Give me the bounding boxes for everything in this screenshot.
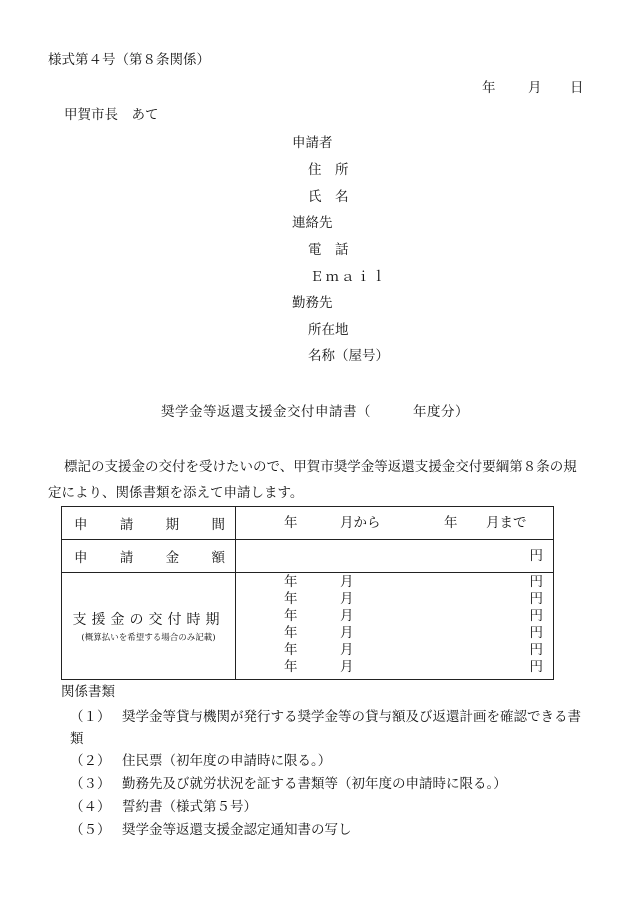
period-value-cell[interactable] xyxy=(236,507,554,540)
contact-label: 連絡先 xyxy=(292,215,333,231)
workplace-name-label: 名称（屋号） xyxy=(308,348,389,364)
related-document-item xyxy=(70,819,590,841)
related-document-item xyxy=(70,750,590,772)
amount-label-char: 申 xyxy=(74,550,88,566)
schedule-unit: 円 xyxy=(529,608,543,624)
period-row xyxy=(62,507,554,540)
addressee: 甲賀市長 あて xyxy=(64,107,159,123)
period-label-char: 間 xyxy=(211,517,225,533)
period-from-year: 年 xyxy=(284,515,298,531)
related-document-text: 奨学金等返還支援金認定通知書の写し xyxy=(122,822,352,838)
schedule-year: 年 xyxy=(284,659,298,675)
related-documents-heading: 関係書類 xyxy=(61,684,115,700)
schedule-row xyxy=(236,659,553,676)
schedule-list xyxy=(236,573,553,679)
applicant-label: 申請者 xyxy=(292,135,333,151)
email-label: Ｅｍａｉｌ xyxy=(310,269,388,285)
schedule-unit: 円 xyxy=(529,642,543,658)
body-text-content: 標記の支援金の交付を受けたいので、甲賀市奨学金等返還支援金交付要綱第８条の規定により、関係書類を添えて申請します。 xyxy=(48,459,577,501)
workplace-address-label: 所在地 xyxy=(308,322,349,338)
timing-note: (概算払いを希望する場合のみ記載) xyxy=(81,633,216,643)
period-label-char: 請 xyxy=(119,517,134,533)
schedule-month: 月 xyxy=(340,625,354,641)
schedule-unit: 円 xyxy=(529,591,543,607)
related-document-text: 住民票（初年度の申請時に限る。） xyxy=(122,753,332,769)
related-document-item xyxy=(70,796,590,818)
document-title: 奨学金等返還支援金交付申請書（ 年度分） xyxy=(161,404,469,420)
schedule-year: 年 xyxy=(284,574,298,590)
schedule-row xyxy=(236,625,553,642)
schedule-row xyxy=(236,574,553,591)
period-label-char: 申 xyxy=(74,517,88,533)
schedule-year: 年 xyxy=(284,642,298,658)
amount-label-char: 金 xyxy=(165,550,180,566)
related-document-text: 奨学金等貸与機関が発行する奨学金等の貸与額及び返還計画を確認できる書類 xyxy=(70,709,581,747)
amount-unit: 円 xyxy=(529,548,543,564)
workplace-label: 勤務先 xyxy=(292,295,333,311)
schedule-year: 年 xyxy=(284,591,298,607)
schedule-row xyxy=(236,642,553,659)
schedule-month: 月 xyxy=(340,659,354,675)
amount-label xyxy=(62,546,235,566)
date-year-label: 年 xyxy=(482,80,496,96)
related-document-item xyxy=(70,773,590,795)
related-document-number: （４） xyxy=(70,799,111,815)
related-document-number: （１） xyxy=(70,709,111,725)
form-number: 様式第４号（第８条関係） xyxy=(48,52,210,68)
timing-label: 支援金の交付時期 xyxy=(72,612,225,628)
period-label-char: 期 xyxy=(165,517,180,533)
schedule-row xyxy=(236,591,553,608)
amount-label-cell xyxy=(62,540,236,573)
amount-value-cell[interactable] xyxy=(236,540,554,573)
timing-row xyxy=(62,573,554,680)
address-label: 住 所 xyxy=(308,162,349,178)
schedule-unit: 円 xyxy=(529,574,543,590)
body-text xyxy=(48,454,588,506)
phone-label: 電 話 xyxy=(308,242,349,258)
schedule-month: 月 xyxy=(340,574,354,590)
schedule-month: 月 xyxy=(340,642,354,658)
period-to-month: 月まで xyxy=(486,515,527,531)
related-document-text: 誓約書（様式第５号） xyxy=(122,799,257,815)
amount-label-char: 額 xyxy=(211,550,225,566)
period-label-cell xyxy=(62,507,236,540)
amount-row xyxy=(62,540,554,573)
application-table xyxy=(61,506,554,680)
related-document-number: （３） xyxy=(70,776,111,792)
related-document-item xyxy=(70,706,590,750)
schedule-year: 年 xyxy=(284,608,298,624)
timing-label-cell xyxy=(62,573,236,680)
date-month-label: 月 xyxy=(528,80,542,96)
related-document-number: （５） xyxy=(70,822,111,838)
schedule-unit: 円 xyxy=(529,659,543,675)
schedule-month: 月 xyxy=(340,591,354,607)
date-day-label: 日 xyxy=(570,80,584,96)
related-document-text: 勤務先及び就労状況を証する書類等（初年度の申請時に限る。） xyxy=(122,776,507,792)
period-from-month: 月から xyxy=(340,515,381,531)
amount-label-char: 請 xyxy=(119,550,134,566)
period-to-year: 年 xyxy=(444,515,458,531)
schedule-unit: 円 xyxy=(529,625,543,641)
schedule-month: 月 xyxy=(340,608,354,624)
name-label: 氏 名 xyxy=(308,189,349,205)
schedule-row xyxy=(236,608,553,625)
schedule-year: 年 xyxy=(284,625,298,641)
related-document-number: （２） xyxy=(70,753,111,769)
timing-value-cell[interactable] xyxy=(236,573,554,680)
period-label xyxy=(62,513,235,533)
